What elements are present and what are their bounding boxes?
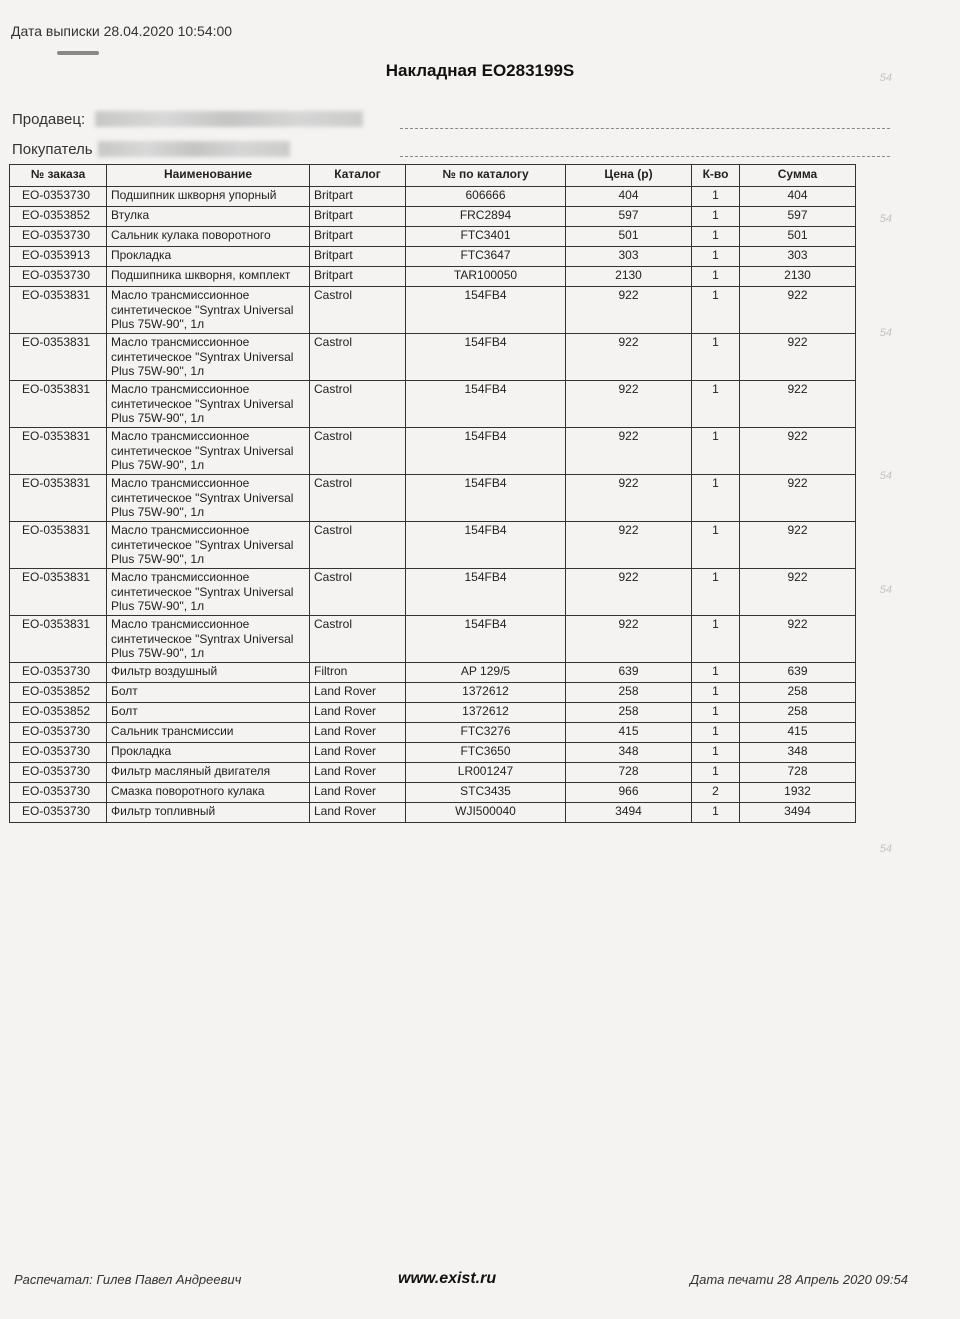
- cell-number: 154FB4: [406, 522, 566, 569]
- table-body: [10, 187, 856, 823]
- site-url: www.exist.ru: [398, 1270, 497, 1287]
- column-header-name: Наименование: [107, 165, 310, 187]
- cell-price: 597: [566, 207, 692, 227]
- cell-number: 154FB4: [406, 287, 566, 334]
- cell-order: EO-0353730: [10, 723, 107, 743]
- cell-name: Фильтр масляный двигателя: [107, 763, 310, 783]
- cell-sum: 303: [740, 247, 856, 267]
- buyer-redacted: [98, 141, 290, 157]
- cell-number: FTC3401: [406, 227, 566, 247]
- cell-order: EO-0353831: [10, 287, 107, 334]
- table-row: [10, 334, 856, 381]
- cell-name: Втулка: [107, 207, 310, 227]
- cell-order: EO-0353852: [10, 683, 107, 703]
- table-row: [10, 703, 856, 723]
- cell-number: FTC3647: [406, 247, 566, 267]
- cell-number: FTC3276: [406, 723, 566, 743]
- seller-label: Продавец:: [12, 111, 86, 128]
- cell-order: EO-0353730: [10, 227, 107, 247]
- cell-sum: 404: [740, 187, 856, 207]
- cell-number: STC3435: [406, 783, 566, 803]
- cell-number: LR001247: [406, 763, 566, 783]
- cell-order: EO-0353730: [10, 187, 107, 207]
- table-row: [10, 475, 856, 522]
- cell-price: 639: [566, 663, 692, 683]
- cell-price: 728: [566, 763, 692, 783]
- table-row: [10, 187, 856, 207]
- seller-redacted: [95, 111, 363, 127]
- cell-number: 1372612: [406, 703, 566, 723]
- table-row: [10, 683, 856, 703]
- cell-sum: 415: [740, 723, 856, 743]
- cell-qty: 1: [692, 287, 740, 334]
- cell-qty: 1: [692, 247, 740, 267]
- cell-order: EO-0353831: [10, 569, 107, 616]
- cell-price: 3494: [566, 803, 692, 823]
- cell-price: 922: [566, 475, 692, 522]
- faint-page-mark: 54: [879, 327, 892, 339]
- cell-order: EO-0353913: [10, 247, 107, 267]
- cell-name: Болт: [107, 703, 310, 723]
- cell-number: FTC3650: [406, 743, 566, 763]
- cell-order: EO-0353730: [10, 743, 107, 763]
- cell-name: Фильтр воздушный: [107, 663, 310, 683]
- cell-catalog: Castrol: [310, 616, 406, 663]
- cell-qty: 1: [692, 207, 740, 227]
- table-row: [10, 663, 856, 683]
- cell-qty: 1: [692, 616, 740, 663]
- table-row: [10, 723, 856, 743]
- cell-qty: 1: [692, 663, 740, 683]
- cell-number: FRC2894: [406, 207, 566, 227]
- cell-sum: 258: [740, 683, 856, 703]
- cell-qty: 1: [692, 723, 740, 743]
- cell-sum: 597: [740, 207, 856, 227]
- cell-name: Подшипника шкворня, комплект: [107, 267, 310, 287]
- cell-sum: 639: [740, 663, 856, 683]
- table-row: [10, 381, 856, 428]
- cell-catalog: Castrol: [310, 334, 406, 381]
- table-row: [10, 287, 856, 334]
- cell-number: 606666: [406, 187, 566, 207]
- cell-catalog: Filtron: [310, 663, 406, 683]
- cell-price: 922: [566, 569, 692, 616]
- cell-catalog: Castrol: [310, 287, 406, 334]
- cell-qty: 1: [692, 428, 740, 475]
- cell-order: EO-0353831: [10, 616, 107, 663]
- cell-number: 154FB4: [406, 334, 566, 381]
- table-row: [10, 522, 856, 569]
- cell-order: EO-0353730: [10, 783, 107, 803]
- faint-page-mark: 54: [879, 470, 892, 482]
- cell-catalog: Britpart: [310, 247, 406, 267]
- items-table: [9, 164, 856, 823]
- cell-order: EO-0353730: [10, 803, 107, 823]
- column-header-number: № по каталогу: [406, 165, 566, 187]
- cell-price: 966: [566, 783, 692, 803]
- column-header-catalog: Каталог: [310, 165, 406, 187]
- cell-number: 154FB4: [406, 475, 566, 522]
- cell-catalog: Land Rover: [310, 743, 406, 763]
- cell-catalog: Castrol: [310, 475, 406, 522]
- cell-qty: 1: [692, 522, 740, 569]
- cell-name: Подшипник шкворня упорный: [107, 187, 310, 207]
- cell-name: Масло трансмиссионное синтетическое "Syntrax Universal Plus 75W-90", 1л: [107, 522, 310, 569]
- cell-sum: 922: [740, 334, 856, 381]
- cell-sum: 1932: [740, 783, 856, 803]
- cell-sum: 258: [740, 703, 856, 723]
- cell-name: Сальник трансмиссии: [107, 723, 310, 743]
- cell-name: Масло трансмиссионное синтетическое "Syntrax Universal Plus 75W-90", 1л: [107, 475, 310, 522]
- cell-number: 154FB4: [406, 381, 566, 428]
- document-title: Накладная EO283199S: [385, 61, 575, 80]
- column-header-sum: Сумма: [740, 165, 856, 187]
- cell-name: Масло трансмиссионное синтетическое "Syntrax Universal Plus 75W-90", 1л: [107, 381, 310, 428]
- table-row: [10, 569, 856, 616]
- cell-price: 922: [566, 428, 692, 475]
- cell-order: EO-0353831: [10, 381, 107, 428]
- cell-price: 348: [566, 743, 692, 763]
- cell-catalog: Britpart: [310, 267, 406, 287]
- cell-number: 1372612: [406, 683, 566, 703]
- cell-order: EO-0353831: [10, 522, 107, 569]
- cell-qty: 1: [692, 683, 740, 703]
- cell-price: 922: [566, 287, 692, 334]
- faint-page-mark: 54: [879, 213, 892, 225]
- cell-qty: 1: [692, 763, 740, 783]
- cell-catalog: Land Rover: [310, 783, 406, 803]
- cell-qty: 1: [692, 187, 740, 207]
- table-row: [10, 207, 856, 227]
- table-row: [10, 803, 856, 823]
- cell-price: 922: [566, 334, 692, 381]
- cell-price: 922: [566, 381, 692, 428]
- table-row: [10, 616, 856, 663]
- table-row: [10, 227, 856, 247]
- cell-sum: 922: [740, 287, 856, 334]
- cell-catalog: Britpart: [310, 187, 406, 207]
- cell-name: Масло трансмиссионное синтетическое "Syntrax Universal Plus 75W-90", 1л: [107, 334, 310, 381]
- table-row: [10, 428, 856, 475]
- cell-sum: 922: [740, 428, 856, 475]
- cell-number: TAR100050: [406, 267, 566, 287]
- cell-number: AP 129/5: [406, 663, 566, 683]
- cell-price: 922: [566, 616, 692, 663]
- table-header-row: [10, 165, 856, 187]
- faint-page-mark: 54: [879, 72, 892, 84]
- cell-name: Прокладка: [107, 743, 310, 763]
- cell-price: 258: [566, 683, 692, 703]
- cell-price: 404: [566, 187, 692, 207]
- cell-catalog: Britpart: [310, 207, 406, 227]
- buyer-label: Покупатель: [12, 141, 93, 158]
- cell-qty: 1: [692, 569, 740, 616]
- cell-sum: 2130: [740, 267, 856, 287]
- cell-price: 415: [566, 723, 692, 743]
- cell-sum: 348: [740, 743, 856, 763]
- cell-name: Масло трансмиссионное синтетическое "Syntrax Universal Plus 75W-90", 1л: [107, 569, 310, 616]
- issue-date: Дата выписки 28.04.2020 10:54:00: [11, 23, 233, 39]
- cell-sum: 501: [740, 227, 856, 247]
- cell-name: Болт: [107, 683, 310, 703]
- cell-order: EO-0353730: [10, 663, 107, 683]
- table-row: [10, 267, 856, 287]
- cell-price: 501: [566, 227, 692, 247]
- cell-price: 922: [566, 522, 692, 569]
- cell-catalog: Land Rover: [310, 703, 406, 723]
- cell-sum: 728: [740, 763, 856, 783]
- cell-number: 154FB4: [406, 428, 566, 475]
- cell-price: 258: [566, 703, 692, 723]
- cell-order: EO-0353831: [10, 334, 107, 381]
- cell-catalog: Castrol: [310, 381, 406, 428]
- column-header-price: Цена (р): [566, 165, 692, 187]
- cell-sum: 922: [740, 522, 856, 569]
- cell-qty: 1: [692, 267, 740, 287]
- cell-qty: 2: [692, 783, 740, 803]
- cell-name: Масло трансмиссионное синтетическое "Syntrax Universal Plus 75W-90", 1л: [107, 428, 310, 475]
- cell-sum: 922: [740, 475, 856, 522]
- table-row: [10, 247, 856, 267]
- cell-order: EO-0353831: [10, 428, 107, 475]
- cell-order: EO-0353730: [10, 267, 107, 287]
- cell-order: EO-0353730: [10, 763, 107, 783]
- cell-qty: 1: [692, 703, 740, 723]
- cell-price: 2130: [566, 267, 692, 287]
- cell-qty: 1: [692, 803, 740, 823]
- cell-number: 154FB4: [406, 569, 566, 616]
- cell-name: Смазка поворотного кулака: [107, 783, 310, 803]
- faint-page-mark: 54: [879, 584, 892, 596]
- cell-name: Масло трансмиссионное синтетическое "Syntrax Universal Plus 75W-90", 1л: [107, 616, 310, 663]
- table-row: [10, 763, 856, 783]
- cell-catalog: Castrol: [310, 428, 406, 475]
- cell-catalog: Land Rover: [310, 723, 406, 743]
- cell-order: EO-0353831: [10, 475, 107, 522]
- cell-catalog: Castrol: [310, 522, 406, 569]
- staple-mark: [57, 51, 99, 55]
- table-row: [10, 783, 856, 803]
- print-date: Дата печати 28 Апрель 2020 09:54: [690, 1272, 908, 1287]
- cell-qty: 1: [692, 334, 740, 381]
- cell-qty: 1: [692, 381, 740, 428]
- cell-qty: 1: [692, 475, 740, 522]
- seller-line: [400, 128, 890, 129]
- cell-catalog: Britpart: [310, 227, 406, 247]
- cell-order: EO-0353852: [10, 703, 107, 723]
- faint-page-mark: 54: [879, 843, 892, 855]
- cell-name: Сальник кулака поворотного: [107, 227, 310, 247]
- cell-catalog: Land Rover: [310, 683, 406, 703]
- cell-name: Прокладка: [107, 247, 310, 267]
- cell-name: Масло трансмиссионное синтетическое "Syntrax Universal Plus 75W-90", 1л: [107, 287, 310, 334]
- cell-catalog: Land Rover: [310, 763, 406, 783]
- cell-sum: 3494: [740, 803, 856, 823]
- cell-qty: 1: [692, 227, 740, 247]
- cell-catalog: Land Rover: [310, 803, 406, 823]
- column-header-qty: К-во: [692, 165, 740, 187]
- cell-name: Фильтр топливный: [107, 803, 310, 823]
- cell-order: EO-0353852: [10, 207, 107, 227]
- cell-sum: 922: [740, 569, 856, 616]
- cell-qty: 1: [692, 743, 740, 763]
- cell-sum: 922: [740, 381, 856, 428]
- cell-number: 154FB4: [406, 616, 566, 663]
- table-row: [10, 743, 856, 763]
- column-header-order: № заказа: [10, 165, 107, 187]
- cell-sum: 922: [740, 616, 856, 663]
- printed-by: Распечатал: Гилев Павел Андреевич: [14, 1272, 242, 1287]
- buyer-line: [400, 156, 890, 157]
- cell-price: 303: [566, 247, 692, 267]
- cell-number: WJI500040: [406, 803, 566, 823]
- cell-catalog: Castrol: [310, 569, 406, 616]
